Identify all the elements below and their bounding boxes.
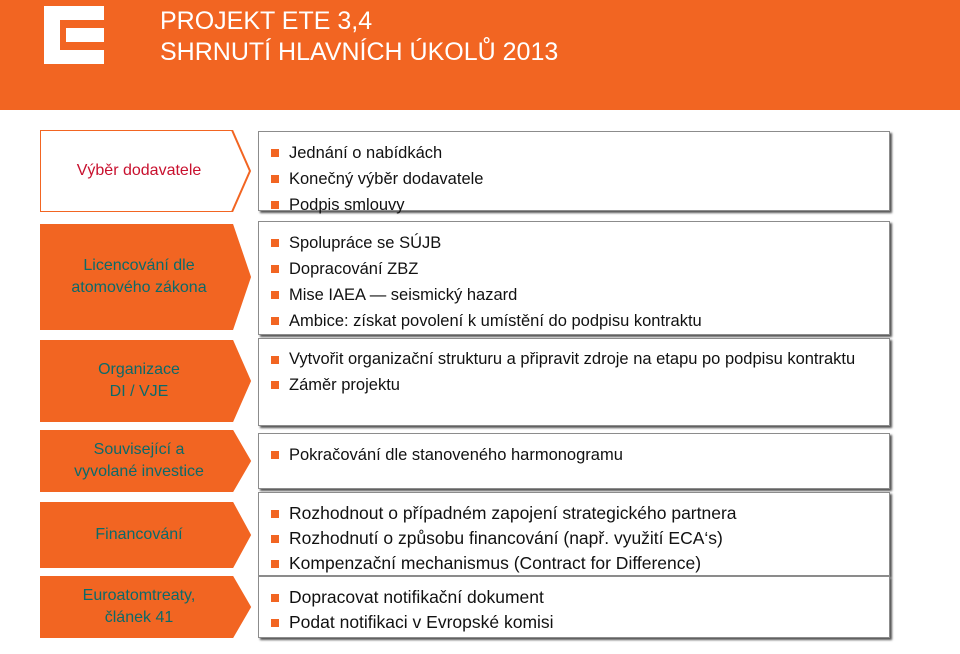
chevron-label: atomového zákona xyxy=(71,279,207,296)
chevron-licencovani xyxy=(40,224,250,330)
chevron-label: Licencování dle xyxy=(83,257,195,274)
list-item: Pokračování dle stanoveného harmonogramu xyxy=(267,442,883,468)
task-box-euroatomtreaty xyxy=(258,576,890,638)
chevron-label: vyvolané investice xyxy=(74,463,204,480)
list-item: Rozhodnout o případném zapojení strategického partnera xyxy=(267,501,883,526)
task-box-licencovani xyxy=(258,221,890,335)
task-box-souvisejici-investice xyxy=(258,433,890,489)
chevron-vyber-dodavatele xyxy=(40,130,250,212)
bullet-square-icon xyxy=(271,239,279,247)
page-subtitle: SHRNUTÍ HLAVNÍCH ÚKOLŮ 2013 xyxy=(160,38,559,66)
list-item: Vytvořit organizační strukturu a připravit zdroje na etapu po podpisu kontraktu xyxy=(267,347,883,372)
task-box-financovani xyxy=(258,492,890,576)
chevron-label: Výběr dodavatele xyxy=(76,162,202,179)
bullet-square-icon xyxy=(271,201,279,209)
task-box-organizace xyxy=(258,338,890,426)
bullet-square-icon xyxy=(271,510,279,518)
chevron-label: Organizace xyxy=(98,361,180,378)
bullet-square-icon xyxy=(271,291,279,299)
bullet-square-icon xyxy=(271,594,279,602)
bullet-square-icon xyxy=(271,619,279,627)
chevron-euroatomtreaty xyxy=(40,576,250,638)
bullet-square-icon xyxy=(271,535,279,543)
bullet-square-icon xyxy=(271,560,279,568)
list-item: Jednání o nabídkách xyxy=(267,140,883,166)
header-bar xyxy=(0,0,960,110)
list-item: Ambice: získat povolení k umístění do podpisu kontraktu xyxy=(267,308,883,334)
chevron-organizace xyxy=(40,340,250,422)
list-item: Rozhodnutí o způsobu financování (např. využití ECA‘s) xyxy=(267,526,883,551)
bullet-square-icon xyxy=(271,381,279,389)
list-item: Mise IAEA — seismický hazard xyxy=(267,282,883,308)
bullet-square-icon xyxy=(271,356,279,364)
bullet-square-icon xyxy=(271,317,279,325)
bullet-square-icon xyxy=(271,175,279,183)
chevron-label: Financování xyxy=(95,526,183,543)
list-item: Konečný výběr dodavatele xyxy=(267,166,883,192)
chevron-label: Euroatomtreaty, xyxy=(82,587,196,604)
list-item: Podat notifikaci v Evropské komisi xyxy=(267,610,883,635)
list-item: Dopracování ZBZ xyxy=(267,256,883,282)
list-item: Dopracovat notifikační dokument xyxy=(267,585,883,610)
list-item: Kompenzační mechanismus (Contract for Difference) xyxy=(267,551,883,576)
list-item: Podpis smlouvy xyxy=(267,192,883,218)
chevron-souvisejici-investice xyxy=(40,430,250,492)
page-title: PROJEKT ETE 3,4 xyxy=(160,7,373,35)
bullet-square-icon xyxy=(271,451,279,459)
cez-logo-icon xyxy=(44,6,104,64)
bullet-square-icon xyxy=(271,265,279,273)
chevron-label: článek 41 xyxy=(104,609,174,626)
chevron-label: Související a xyxy=(93,441,185,458)
list-item: Záměr projektu xyxy=(267,372,883,398)
list-item: Spolupráce se SÚJB xyxy=(267,230,883,256)
task-box-vyber-dodavatele xyxy=(258,131,890,214)
chevron-label: DI / VJE xyxy=(109,383,169,400)
chevron-financovani xyxy=(40,502,250,568)
bullet-square-icon xyxy=(271,149,279,157)
